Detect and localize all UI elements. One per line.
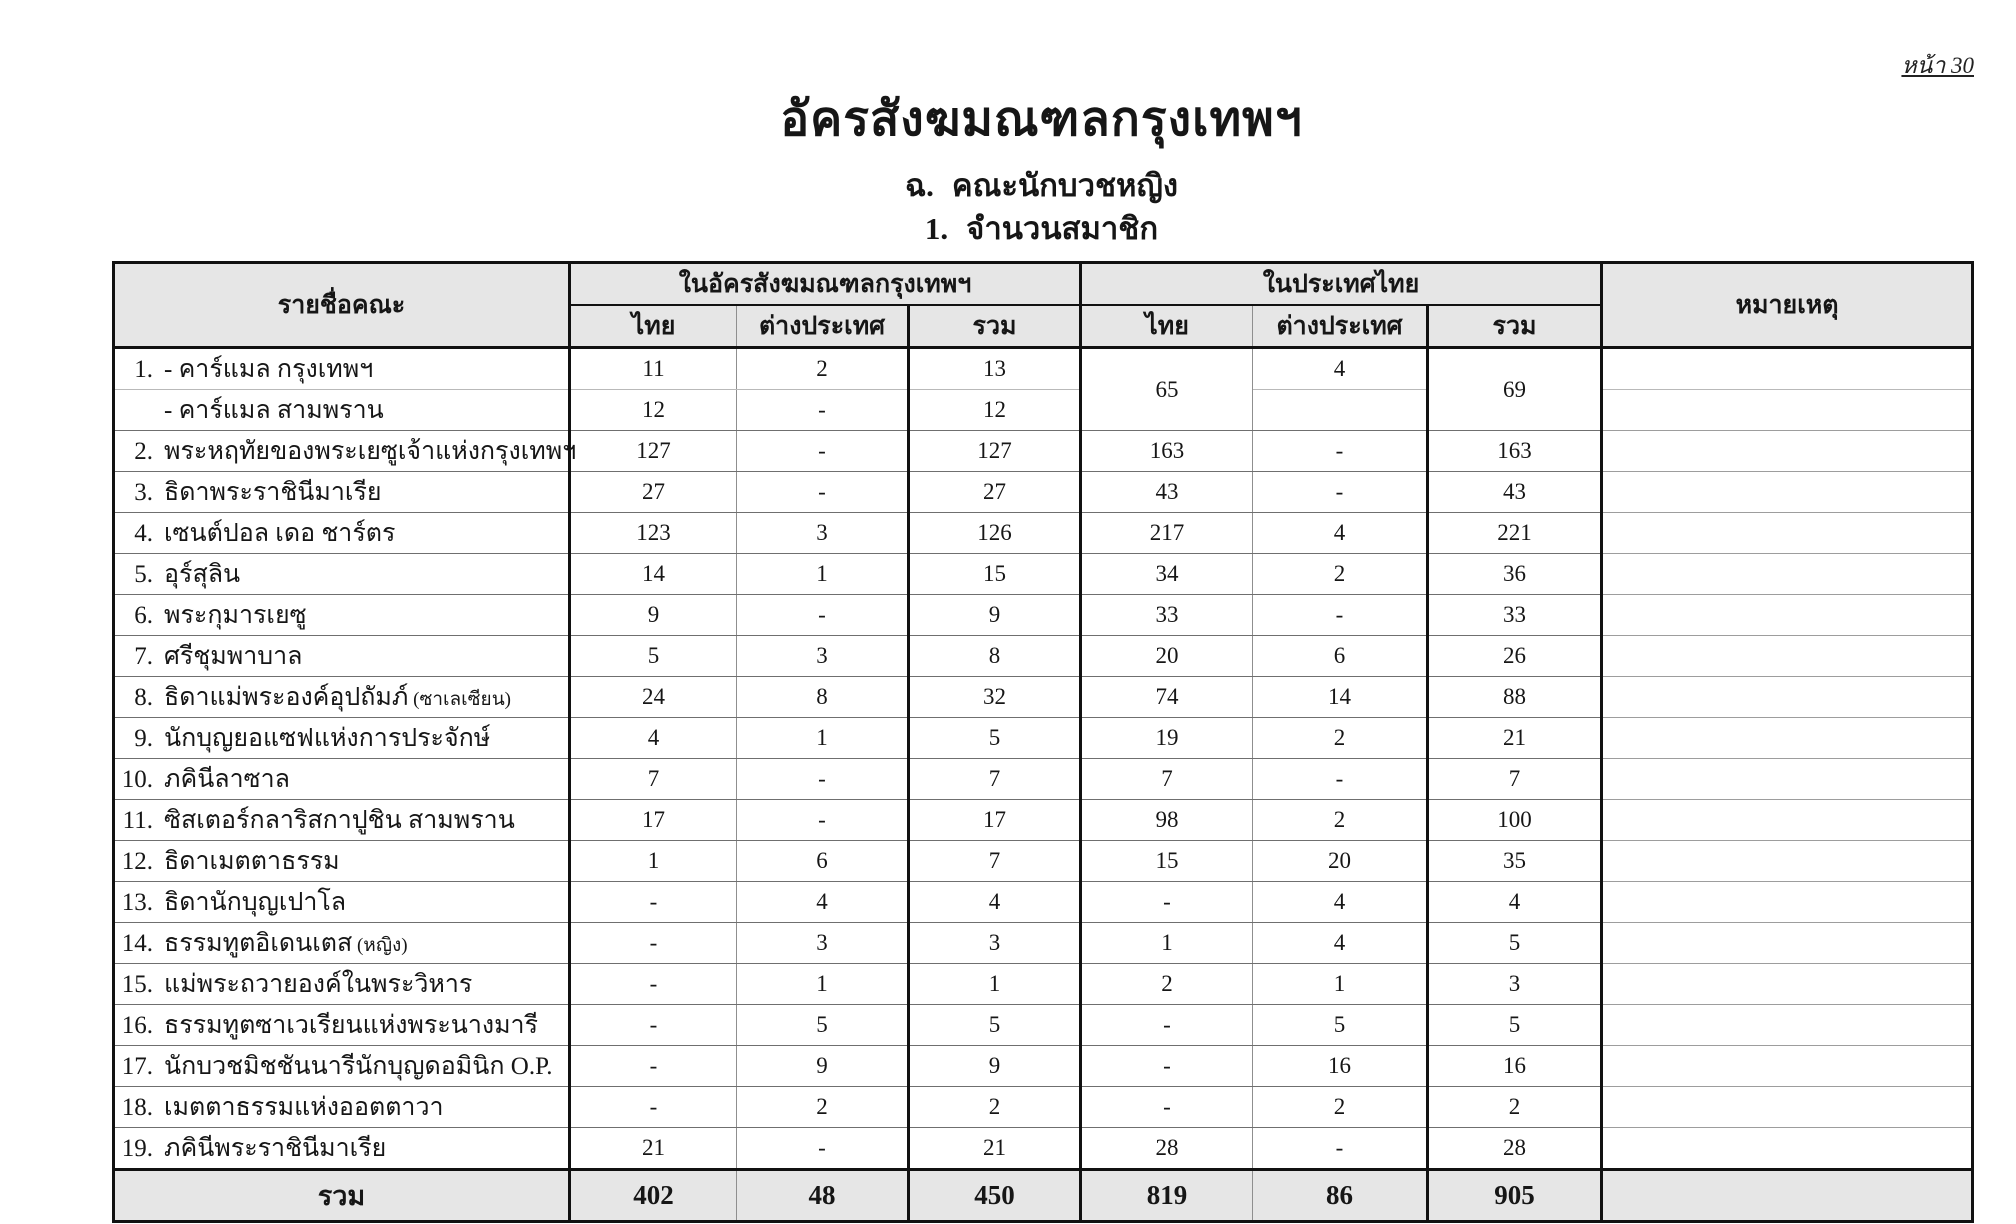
- congregation-name: ศรีชุมพาบาล: [164, 643, 303, 670]
- bkk-value-cell: -: [570, 1087, 737, 1128]
- th-value-cell: -: [1081, 1087, 1253, 1128]
- col-header-name: รายชื่อคณะ: [114, 263, 570, 348]
- table-row: [114, 964, 1973, 1005]
- th-value-cell: 2: [1253, 1087, 1428, 1128]
- bkk-value-cell: -: [570, 923, 737, 964]
- total-bkk-foreign-cell: 48: [737, 1170, 909, 1222]
- remark-cell: [1602, 595, 1973, 636]
- bkk-value-cell: -: [737, 595, 909, 636]
- th-value-cell: 88: [1428, 677, 1602, 718]
- bkk-value-cell: 27: [570, 472, 737, 513]
- congregation-name-cell: [114, 554, 570, 595]
- th-value-cell: 98: [1081, 800, 1253, 841]
- th-value-cell: 35: [1428, 841, 1602, 882]
- th-value-cell: -: [1081, 1046, 1253, 1087]
- bkk-value-cell: -: [737, 1128, 909, 1170]
- th-value-cell: 221: [1428, 513, 1602, 554]
- row-number: 14.: [121, 930, 153, 957]
- table-row: [114, 1005, 1973, 1046]
- congregation-name-cell: [114, 1005, 570, 1046]
- remark-cell: [1602, 800, 1973, 841]
- congregation-name: ธิดาเมตตาธรรม: [164, 848, 340, 875]
- congregation-name-cell: [114, 513, 570, 554]
- bkk-value-cell: 13: [909, 348, 1081, 390]
- col-header-remark: หมายเหตุ: [1602, 263, 1973, 348]
- bkk-value-cell: 24: [570, 677, 737, 718]
- bkk-value-cell: 4: [909, 882, 1081, 923]
- bkk-value-cell: 1: [570, 841, 737, 882]
- bkk-value-cell: 12: [909, 390, 1081, 431]
- congregation-name-cell: [114, 636, 570, 677]
- bkk-value-cell: 15: [909, 554, 1081, 595]
- congregation-name-cell: [114, 1128, 570, 1170]
- th-value-cell: 7: [1081, 759, 1253, 800]
- section-heading: [112, 166, 1971, 206]
- th-foreign-cell: 4: [1253, 348, 1428, 390]
- table-row: [114, 431, 1973, 472]
- bkk-value-cell: 7: [909, 841, 1081, 882]
- congregation-name: ธิดาพระราชินีมาเรีย: [164, 479, 382, 506]
- th-value-cell: 20: [1253, 841, 1428, 882]
- congregation-name-cell: [114, 759, 570, 800]
- congregation-name: ภคินีลาซาล: [164, 766, 290, 793]
- table-row: [114, 1046, 1973, 1087]
- subsection-text: จำนวนสมาชิก: [966, 211, 1159, 246]
- total-bkk-thai-cell: 402: [570, 1170, 737, 1222]
- bkk-value-cell: 4: [570, 718, 737, 759]
- bkk-value-cell: 3: [909, 923, 1081, 964]
- congregation-name: นักบวชมิชชันนารีนักบุญดอมินิก O.P.: [164, 1053, 553, 1080]
- total-label-cell: รวม: [114, 1170, 570, 1222]
- table-row: [114, 636, 1973, 677]
- row-number: 3.: [134, 479, 153, 506]
- th-value-cell: 74: [1081, 677, 1253, 718]
- remark-cell: [1602, 1128, 1973, 1170]
- bkk-value-cell: 9: [737, 1046, 909, 1087]
- bkk-value-cell: 9: [909, 1046, 1081, 1087]
- th-value-cell: 36: [1428, 554, 1602, 595]
- remark-cell: [1602, 636, 1973, 677]
- th-value-cell: 28: [1081, 1128, 1253, 1170]
- col-header-group-thailand: ในประเทศไทย: [1081, 263, 1602, 306]
- congregation-name-cell: [114, 718, 570, 759]
- bkk-value-cell: -: [570, 882, 737, 923]
- th-value-cell: 33: [1428, 595, 1602, 636]
- congregation-name: ธิดานักบุญเปาโล: [164, 889, 347, 916]
- row-number: 9.: [134, 725, 153, 752]
- congregation-name-cell: [114, 923, 570, 964]
- table-row: [114, 1128, 1973, 1170]
- th-value-cell: 2: [1428, 1087, 1602, 1128]
- bkk-value-cell: 3: [737, 923, 909, 964]
- table-row: [114, 1087, 1973, 1128]
- th-value-cell: 5: [1428, 1005, 1602, 1046]
- table-row: [114, 677, 1973, 718]
- congregation-name: เมตตาธรรมแห่งออตตาวา: [164, 1094, 444, 1121]
- bkk-value-cell: 7: [570, 759, 737, 800]
- th-value-cell: 33: [1081, 595, 1253, 636]
- remark-cell: [1602, 431, 1973, 472]
- col-header-group-bangkok: ในอัครสังฆมณฑลกรุงเทพฯ: [570, 263, 1081, 306]
- congregation-name: พระกุมารเยซู: [164, 602, 307, 629]
- bkk-value-cell: 3: [737, 513, 909, 554]
- bkk-value-cell: 17: [909, 800, 1081, 841]
- row-number: 19.: [121, 1135, 153, 1162]
- th-value-cell: 19: [1081, 718, 1253, 759]
- congregation-name: ธรรมทูตอิเดนเตส: [164, 930, 353, 957]
- congregation-name-cell: [114, 472, 570, 513]
- th-value-cell: 14: [1253, 677, 1428, 718]
- bkk-value-cell: 5: [737, 1005, 909, 1046]
- table-row: [114, 800, 1973, 841]
- row-number: 2.: [134, 438, 153, 465]
- th-value-cell: -: [1253, 472, 1428, 513]
- bkk-value-cell: 5: [909, 1005, 1081, 1046]
- th-value-cell: 21: [1428, 718, 1602, 759]
- bkk-value-cell: 127: [909, 431, 1081, 472]
- bkk-value-cell: -: [737, 472, 909, 513]
- col-header-th-foreign: ต่างประเทศ: [1253, 305, 1428, 348]
- row-number: 17.: [121, 1053, 153, 1080]
- bkk-value-cell: 126: [909, 513, 1081, 554]
- bkk-value-cell: 27: [909, 472, 1081, 513]
- col-header-bkk-foreign: ต่างประเทศ: [737, 305, 909, 348]
- total-bkk-total-cell: 450: [909, 1170, 1081, 1222]
- congregation-name: ซิสเตอร์กลาริสกาปูชิน สามพราน: [164, 807, 515, 834]
- remark-cell: [1602, 718, 1973, 759]
- col-header-bkk-thai: ไทย: [570, 305, 737, 348]
- page-number: หน้า 30: [1901, 53, 1974, 78]
- bkk-value-cell: 8: [737, 677, 909, 718]
- remark-cell: [1602, 841, 1973, 882]
- th-value-cell: 2: [1081, 964, 1253, 1005]
- table-row: [114, 472, 1973, 513]
- table-row: [114, 882, 1973, 923]
- subsection-label: 1.: [924, 211, 949, 246]
- congregation-name: นักบุญยอแซฟแห่งการประจักษ์: [164, 725, 491, 752]
- congregation-name: เซนต์ปอล เดอ ชาร์ตร: [164, 520, 396, 547]
- bkk-value-cell: 3: [737, 636, 909, 677]
- bkk-value-cell: 4: [737, 882, 909, 923]
- bkk-value-cell: -: [737, 759, 909, 800]
- bkk-value-cell: 2: [737, 348, 909, 390]
- page-title: อัครสังฆมณฑลกรุงเทพฯ: [780, 93, 1303, 146]
- row-number: 15.: [121, 971, 153, 998]
- bkk-value-cell: 21: [909, 1128, 1081, 1170]
- congregation-name: ภคินีพระราชินีมาเรีย: [164, 1135, 387, 1162]
- bkk-value-cell: -: [570, 1005, 737, 1046]
- congregation-name: - คาร์แมล สามพราน: [164, 397, 384, 424]
- row-number: 12.: [121, 848, 153, 875]
- th-value-cell: 16: [1428, 1046, 1602, 1087]
- row-number: 10.: [121, 766, 153, 793]
- th-value-cell: 26: [1428, 636, 1602, 677]
- table-row: [114, 554, 1973, 595]
- total-th-total-cell: 905: [1428, 1170, 1602, 1222]
- th-value-cell: -: [1253, 431, 1428, 472]
- col-header-th-thai: ไทย: [1081, 305, 1253, 348]
- congregation-name: แม่พระถวายองค์ในพระวิหาร: [164, 971, 473, 998]
- congregation-name-cell: [114, 390, 570, 431]
- th-total-merged-cell: 69: [1428, 348, 1602, 431]
- members-table: [112, 261, 1974, 1223]
- congregation-name: ธิดาแม่พระองค์อุปถัมภ์: [164, 684, 409, 711]
- th-foreign-cell: [1253, 390, 1428, 431]
- congregation-name-cell: [114, 595, 570, 636]
- th-value-cell: -: [1253, 1128, 1428, 1170]
- th-value-cell: 28: [1428, 1128, 1602, 1170]
- bkk-value-cell: 17: [570, 800, 737, 841]
- th-value-cell: 6: [1253, 636, 1428, 677]
- row-number: 1.: [134, 356, 153, 383]
- table-row: [114, 718, 1973, 759]
- remark-cell: [1602, 513, 1973, 554]
- row-number: 4.: [134, 520, 153, 547]
- congregation-name-cell: [114, 1046, 570, 1087]
- congregation-name-cell: [114, 348, 570, 390]
- remark-cell: [1602, 964, 1973, 1005]
- th-value-cell: 163: [1081, 431, 1253, 472]
- bkk-value-cell: 9: [909, 595, 1081, 636]
- bkk-value-cell: -: [737, 390, 909, 431]
- total-remark-cell: [1602, 1170, 1973, 1222]
- congregation-name-cell: [114, 841, 570, 882]
- th-value-cell: 5: [1428, 923, 1602, 964]
- congregation-name: อุร์สุลิน: [164, 561, 241, 588]
- th-value-cell: 4: [1253, 513, 1428, 554]
- bkk-value-cell: 5: [570, 636, 737, 677]
- th-value-cell: 2: [1253, 554, 1428, 595]
- section-text: คณะนักบวชหญิง: [951, 168, 1179, 203]
- table-row: [114, 923, 1973, 964]
- remark-cell: [1602, 390, 1973, 431]
- row-number: 13.: [121, 889, 153, 916]
- th-value-cell: 4: [1253, 882, 1428, 923]
- bkk-value-cell: 2: [909, 1087, 1081, 1128]
- th-value-cell: 43: [1081, 472, 1253, 513]
- th-value-cell: 217: [1081, 513, 1253, 554]
- bkk-value-cell: 12: [570, 390, 737, 431]
- th-value-cell: -: [1081, 1005, 1253, 1046]
- table-row: [114, 595, 1973, 636]
- th-thai-merged-cell: 65: [1081, 348, 1253, 431]
- bkk-value-cell: 7: [909, 759, 1081, 800]
- bkk-value-cell: 8: [909, 636, 1081, 677]
- bkk-value-cell: 1: [737, 718, 909, 759]
- bkk-value-cell: 6: [737, 841, 909, 882]
- remark-cell: [1602, 1087, 1973, 1128]
- subsection-heading: [112, 209, 1971, 249]
- bkk-value-cell: 21: [570, 1128, 737, 1170]
- table-row: [114, 841, 1973, 882]
- congregation-name-cell: [114, 800, 570, 841]
- th-value-cell: 2: [1253, 718, 1428, 759]
- th-value-cell: 34: [1081, 554, 1253, 595]
- table-row: [114, 348, 1973, 390]
- row-number: 11.: [122, 807, 153, 834]
- bkk-value-cell: 127: [570, 431, 737, 472]
- col-header-bkk-total: รวม: [909, 305, 1081, 348]
- th-value-cell: 100: [1428, 800, 1602, 841]
- congregation-name: ธรรมทูตซาเวเรียนแห่งพระนางมารี: [164, 1012, 539, 1039]
- th-value-cell: 7: [1428, 759, 1602, 800]
- total-th-foreign-cell: 86: [1253, 1170, 1428, 1222]
- th-value-cell: -: [1253, 759, 1428, 800]
- bkk-value-cell: -: [570, 964, 737, 1005]
- congregation-name-note: (ซาเลเซียน): [408, 689, 512, 710]
- bkk-value-cell: 11: [570, 348, 737, 390]
- row-number: 16.: [121, 1012, 153, 1039]
- row-number: 18.: [121, 1094, 153, 1121]
- row-number: 6.: [134, 602, 153, 629]
- th-value-cell: 4: [1253, 923, 1428, 964]
- congregation-name-cell: [114, 1087, 570, 1128]
- row-number: 5.: [134, 561, 153, 588]
- table-row: [114, 390, 1973, 431]
- congregation-name-cell: [114, 882, 570, 923]
- th-value-cell: 5: [1253, 1005, 1428, 1046]
- remark-cell: [1602, 882, 1973, 923]
- total-row: [114, 1170, 1973, 1222]
- bkk-value-cell: 32: [909, 677, 1081, 718]
- th-value-cell: 2: [1253, 800, 1428, 841]
- bkk-value-cell: 1: [737, 964, 909, 1005]
- bkk-value-cell: 123: [570, 513, 737, 554]
- remark-cell: [1602, 923, 1973, 964]
- bkk-value-cell: 14: [570, 554, 737, 595]
- remark-cell: [1602, 677, 1973, 718]
- col-header-th-total: รวม: [1428, 305, 1602, 348]
- bkk-value-cell: -: [737, 431, 909, 472]
- bkk-value-cell: 1: [909, 964, 1081, 1005]
- th-value-cell: 4: [1428, 882, 1602, 923]
- bkk-value-cell: 5: [909, 718, 1081, 759]
- congregation-name-cell: [114, 964, 570, 1005]
- remark-cell: [1602, 348, 1973, 390]
- th-value-cell: 1: [1081, 923, 1253, 964]
- section-label: ฉ.: [904, 168, 934, 203]
- remark-cell: [1602, 554, 1973, 595]
- th-value-cell: 163: [1428, 431, 1602, 472]
- th-value-cell: -: [1253, 595, 1428, 636]
- bkk-value-cell: -: [737, 800, 909, 841]
- th-value-cell: 16: [1253, 1046, 1428, 1087]
- bkk-value-cell: 1: [737, 554, 909, 595]
- bkk-value-cell: 9: [570, 595, 737, 636]
- th-value-cell: 15: [1081, 841, 1253, 882]
- th-value-cell: 1: [1253, 964, 1428, 1005]
- header-group-row: [114, 263, 1973, 306]
- table-row: [114, 513, 1973, 554]
- th-value-cell: 43: [1428, 472, 1602, 513]
- congregation-name-cell: [114, 677, 570, 718]
- bkk-value-cell: 2: [737, 1087, 909, 1128]
- remark-cell: [1602, 759, 1973, 800]
- congregation-name-note: (หญิง): [352, 935, 408, 956]
- congregation-name: พระหฤทัยของพระเยซูเจ้าแห่งกรุงเทพฯ: [164, 438, 577, 465]
- th-value-cell: 20: [1081, 636, 1253, 677]
- remark-cell: [1602, 472, 1973, 513]
- th-value-cell: 3: [1428, 964, 1602, 1005]
- row-number: 8.: [134, 684, 153, 711]
- congregation-name: - คาร์แมล กรุงเทพฯ: [164, 356, 374, 383]
- remark-cell: [1602, 1005, 1973, 1046]
- congregation-name-cell: [114, 431, 577, 472]
- bkk-value-cell: -: [570, 1046, 737, 1087]
- table-row: [114, 759, 1973, 800]
- row-number: 7.: [134, 643, 153, 670]
- th-value-cell: -: [1081, 882, 1253, 923]
- remark-cell: [1602, 1046, 1973, 1087]
- total-th-thai-cell: 819: [1081, 1170, 1253, 1222]
